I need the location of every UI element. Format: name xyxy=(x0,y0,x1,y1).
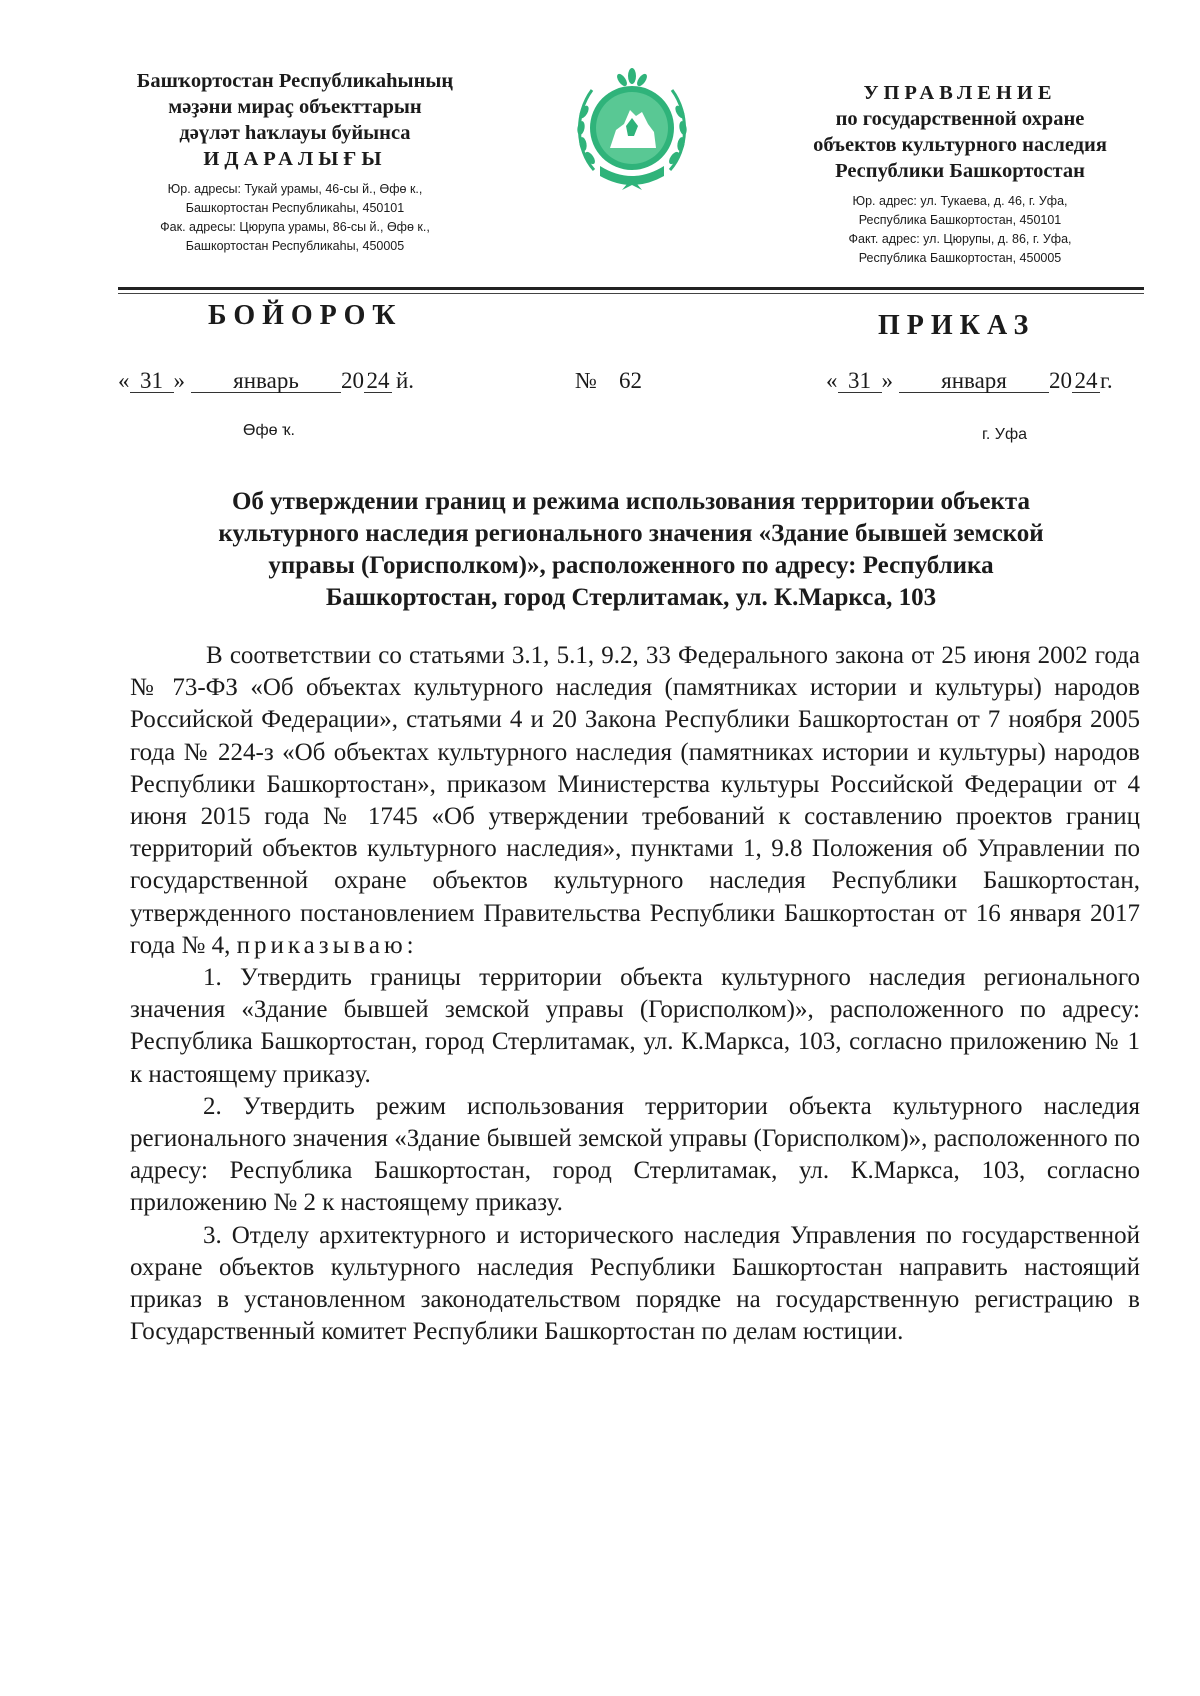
order-number xyxy=(575,368,642,394)
header-left-address-line: Башкортостан Республикаһы, 450005 xyxy=(185,239,405,253)
header-divider-thick xyxy=(118,287,1144,290)
date-russian xyxy=(826,368,1113,394)
date-year-suffix: 24 xyxy=(364,370,392,393)
title-line: Башкортостан, город Стерлитамак, ул. К.Маркса, 103 xyxy=(325,584,937,611)
date-year-unit: г. xyxy=(1100,368,1113,393)
city-russian: г. Уфа xyxy=(982,426,1027,443)
order-word: приказываю: xyxy=(236,931,418,959)
doc-type-russian: ПРИКАЗ xyxy=(878,310,1036,341)
header-right-address-line: Факт. адрес: ул. Цюрупы, д. 86, г. Уфа, xyxy=(848,232,1072,246)
header-left-address-line: Фак. адресы: Цюрупа урамы, 86-сы й., Өфө к., xyxy=(160,220,430,234)
header-right-address-line: Республика Башкортостан, 450005 xyxy=(858,251,1062,265)
document-body xyxy=(130,640,1140,1348)
header-left-address-line: Юр. адресы: Тукай урамы, 46-сы й., Өфө к., xyxy=(167,182,423,196)
doc-type-bashkir: БОЙОРОҠ xyxy=(208,300,403,331)
number-sign: № xyxy=(575,368,597,393)
header-divider-thin xyxy=(118,293,1144,294)
date-day: 31 xyxy=(838,370,882,393)
date-bashkir xyxy=(118,368,414,394)
header-left-bashkir xyxy=(110,68,480,256)
number-value: 62 xyxy=(618,368,642,393)
order-item-2: 2. Утвердить режим использования территории объекта культурного наследия регионального значения «Здание бывшей земской управы (Горисполком)», расположенного по адресу: Республика Башкортостан, город Стерлитамак, ул. К.Маркса, 103, согласно приложению № 2 к настоящему приказу. xyxy=(130,1092,1140,1217)
header-right-line: по государственной охране xyxy=(835,108,1085,130)
title-line: Об утверждении границ и режима использования территории объекта xyxy=(231,488,1031,515)
preamble-text: В соответствии со статьями 3.1, 5.1, 9.2, 33 Федерального закона от 25 июня 2002 года № 73-ФЗ «Об объектах культурного наследия (памятниках истории и культуры) народов Российской Федерации», статьями 4 и 20 Закона Республики Башкортостан от 7 ноября 2005 года № 224-з «Об объектах культурного наследия (памятниках истории и культуры) народов Республики Башкортостан», приказом Министерства культуры Российской Федерации от 4 июня 2015 года № 1745 «Об утверждении требований к составлению проектов границ территорий объектов культурного наследия», пунктами 1, 9.8 Положения об Управлении по государственной охране объектов культурного наследия Республики Башкортостан, утвержденного постановлением Правительства Республики Башкортостан от 16 января 2017 года № 4, xyxy=(130,642,1140,959)
date-quote-open: « xyxy=(118,368,130,393)
date-quote-close: » xyxy=(173,368,185,393)
date-month: января xyxy=(899,370,1049,393)
header-left-line: дәүләт һаҡлауы буйынса xyxy=(179,122,411,144)
order-item-1: 1. Утвердить границы территории объекта культурного наследия регионального значения «Здание бывшей земской управы (Горисполком)», расположенного по адресу: Республика Башкортостан, город Стерлитамак, ул. К.Маркса, 103, согласно приложению № 1 к настоящему приказу. xyxy=(130,964,1140,1088)
date-year-prefix: 20 xyxy=(1049,368,1072,393)
date-day: 31 xyxy=(130,370,174,393)
date-year-unit: й. xyxy=(396,368,415,393)
bashkortostan-coat-of-arms-icon xyxy=(570,66,694,194)
date-quote-open: « xyxy=(826,368,838,393)
header-right-address-line: Республика Башкортостан, 450101 xyxy=(858,213,1062,227)
header-left-line: Башҡортостан Республикаһының xyxy=(136,70,454,92)
header-right-line: объектов культурного наследия xyxy=(813,134,1107,156)
header-right-line: Республики Башкортостан xyxy=(835,160,1085,182)
city-bashkir: Өфө ҡ. xyxy=(243,422,295,439)
title-line: управы (Горисполком)», расположенного по адресу: Республика xyxy=(268,552,994,579)
preamble-paragraph xyxy=(130,640,1140,962)
header-left-org-name: ИДАРАЛЫҒЫ xyxy=(203,148,387,170)
header-left-line: мәҙәни мираҫ объекттарын xyxy=(168,96,422,118)
title-line: культурного наследия регионального значения «Здание бывшей земской xyxy=(218,520,1044,547)
date-quote-close: » xyxy=(881,368,893,393)
header-right-russian xyxy=(790,80,1130,268)
document-title xyxy=(140,486,1122,614)
date-year-suffix: 24 xyxy=(1072,370,1100,393)
date-year-prefix: 20 xyxy=(341,368,364,393)
order-item-3: 3. Отделу архитектурного и исторического наследия Управления по государственной охране объектов культурного наследия Республики Башкортостан направить настоящий приказ в установленном законодательством порядке на государственную регистрацию в Государственный комитет Республики Башкортостан по делам юстиции. xyxy=(130,1221,1140,1346)
header-right-address-line: Юр. адрес: ул. Тукаева, д. 46, г. Уфа, xyxy=(852,194,1068,208)
header-left-address-line: Башкортостан Республикаһы, 450101 xyxy=(185,201,405,215)
date-month: январь xyxy=(191,370,341,393)
header-right-org-name: УПРАВЛЕНИЕ xyxy=(863,82,1057,104)
